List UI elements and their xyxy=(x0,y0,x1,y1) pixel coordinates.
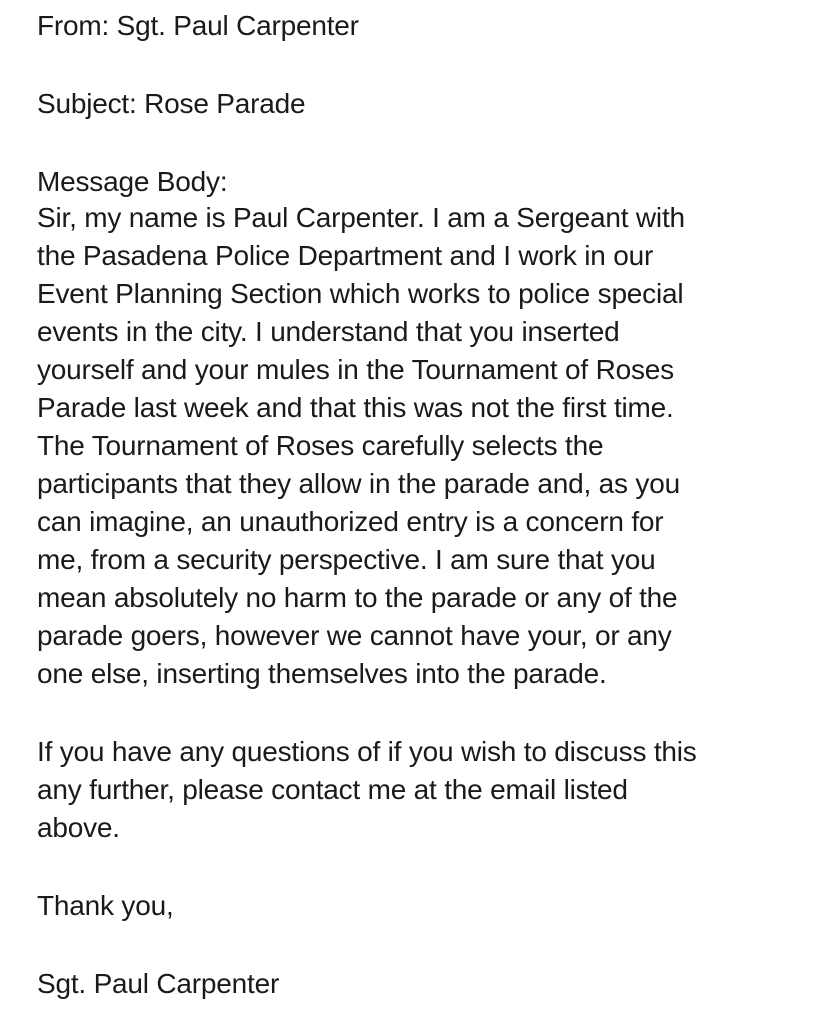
body-line: Sir, my name is Paul Carpenter. I am a Sergeant with xyxy=(37,202,685,233)
from-line: From: Sgt. Paul Carpenter xyxy=(37,10,359,41)
body-line: events in the city. I understand that you inserted xyxy=(37,316,620,347)
signoff: Thank you, xyxy=(37,890,174,921)
body-line: mean absolutely no harm to the parade or any of the xyxy=(37,582,678,613)
closing-line: above. xyxy=(37,812,120,843)
body-line: the Pasadena Police Department and I work in our xyxy=(37,240,654,271)
body-line: yourself and your mules in the Tournament of Roses xyxy=(37,354,674,385)
body-line: Event Planning Section which works to police special xyxy=(37,278,684,309)
closing-line: If you have any questions of if you wish to discuss this xyxy=(37,736,697,767)
body-line: participants that they allow in the parade and, as you xyxy=(37,468,680,499)
message-body-label: Message Body: xyxy=(37,166,228,197)
body-line: Parade last week and that this was not the first time. xyxy=(37,392,674,423)
body-line: can imagine, an unauthorized entry is a concern for xyxy=(37,506,664,537)
body-line: one else, inserting themselves into the parade. xyxy=(37,658,607,689)
body-line: parade goers, however we cannot have your, or any xyxy=(37,620,672,651)
body-line: me, from a security perspective. I am sure that you xyxy=(37,544,656,575)
signature: Sgt. Paul Carpenter xyxy=(37,968,280,999)
closing-line: any further, please contact me at the email listed xyxy=(37,774,628,805)
subject-line: Subject: Rose Parade xyxy=(37,88,306,119)
body-line: The Tournament of Roses carefully selects the xyxy=(37,430,604,461)
